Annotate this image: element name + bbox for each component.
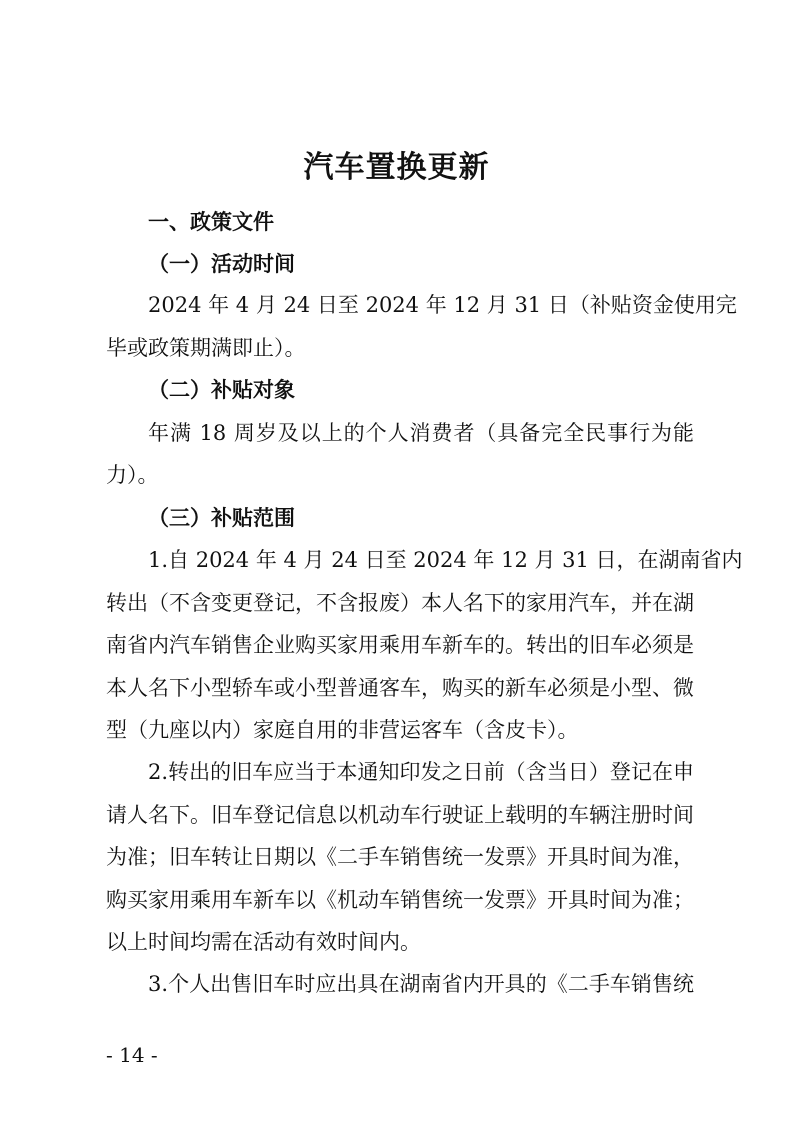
paragraph-line: 转出（不含变更登记，不含报废）本人名下的家用汽车，并在湖 — [106, 591, 694, 615]
paragraph-line: 型（九座以内）家庭自用的非营运客车（含皮卡）。 — [106, 718, 579, 742]
subsection-heading-subsidy-target: （二）补贴对象 — [148, 378, 295, 402]
paragraph-line: 2024 年 4 月 24 日至 2024 年 12 月 31 日（补贴资金使用完 — [148, 293, 737, 317]
paragraph-line: 请人名下。旧车登记信息以机动车行驶证上载明的车辆注册时间 — [106, 803, 694, 827]
subsection-heading-subsidy-scope: （三）补贴范围 — [148, 506, 295, 530]
paragraph-line: 2.转出的旧车应当于本通知印发之日前（含当日）登记在申 — [148, 760, 694, 784]
section-heading-policy-documents: 一、政策文件 — [148, 210, 274, 234]
paragraph-line: 南省内汽车销售企业购买家用乘用车新车的。转出的旧车必须是 — [106, 633, 694, 657]
paragraph-line: 本人名下小型轿车或小型普通客车，购买的新车必须是小型、微 — [106, 676, 694, 700]
paragraph-line: 毕或政策期满即止）。 — [106, 336, 306, 360]
paragraph-line: 力）。 — [106, 463, 159, 487]
paragraph-line: 为准；旧车转让日期以《二手车销售统一发票》开具时间为准， — [106, 845, 694, 869]
paragraph-line: 购买家用乘用车新车以《机动车销售统一发票》开具时间为准； — [106, 888, 694, 912]
subsection-heading-activity-time: （一）活动时间 — [148, 252, 295, 276]
paragraph-line: 3.个人出售旧车时应出具在湖南省内开具的《二手车销售统 — [148, 972, 694, 996]
page-number: - 14 - — [106, 1043, 158, 1067]
paragraph-line: 以上时间均需在活动有效时间内。 — [106, 930, 421, 954]
paragraph-line: 1.自 2024 年 4 月 24 日至 2024 年 12 月 31 日，在湖南省内 — [148, 548, 743, 572]
paragraph-line: 年满 18 周岁及以上的个人消费者（具备完全民事行为能 — [148, 421, 694, 445]
document-title: 汽车置换更新 — [303, 150, 490, 185]
